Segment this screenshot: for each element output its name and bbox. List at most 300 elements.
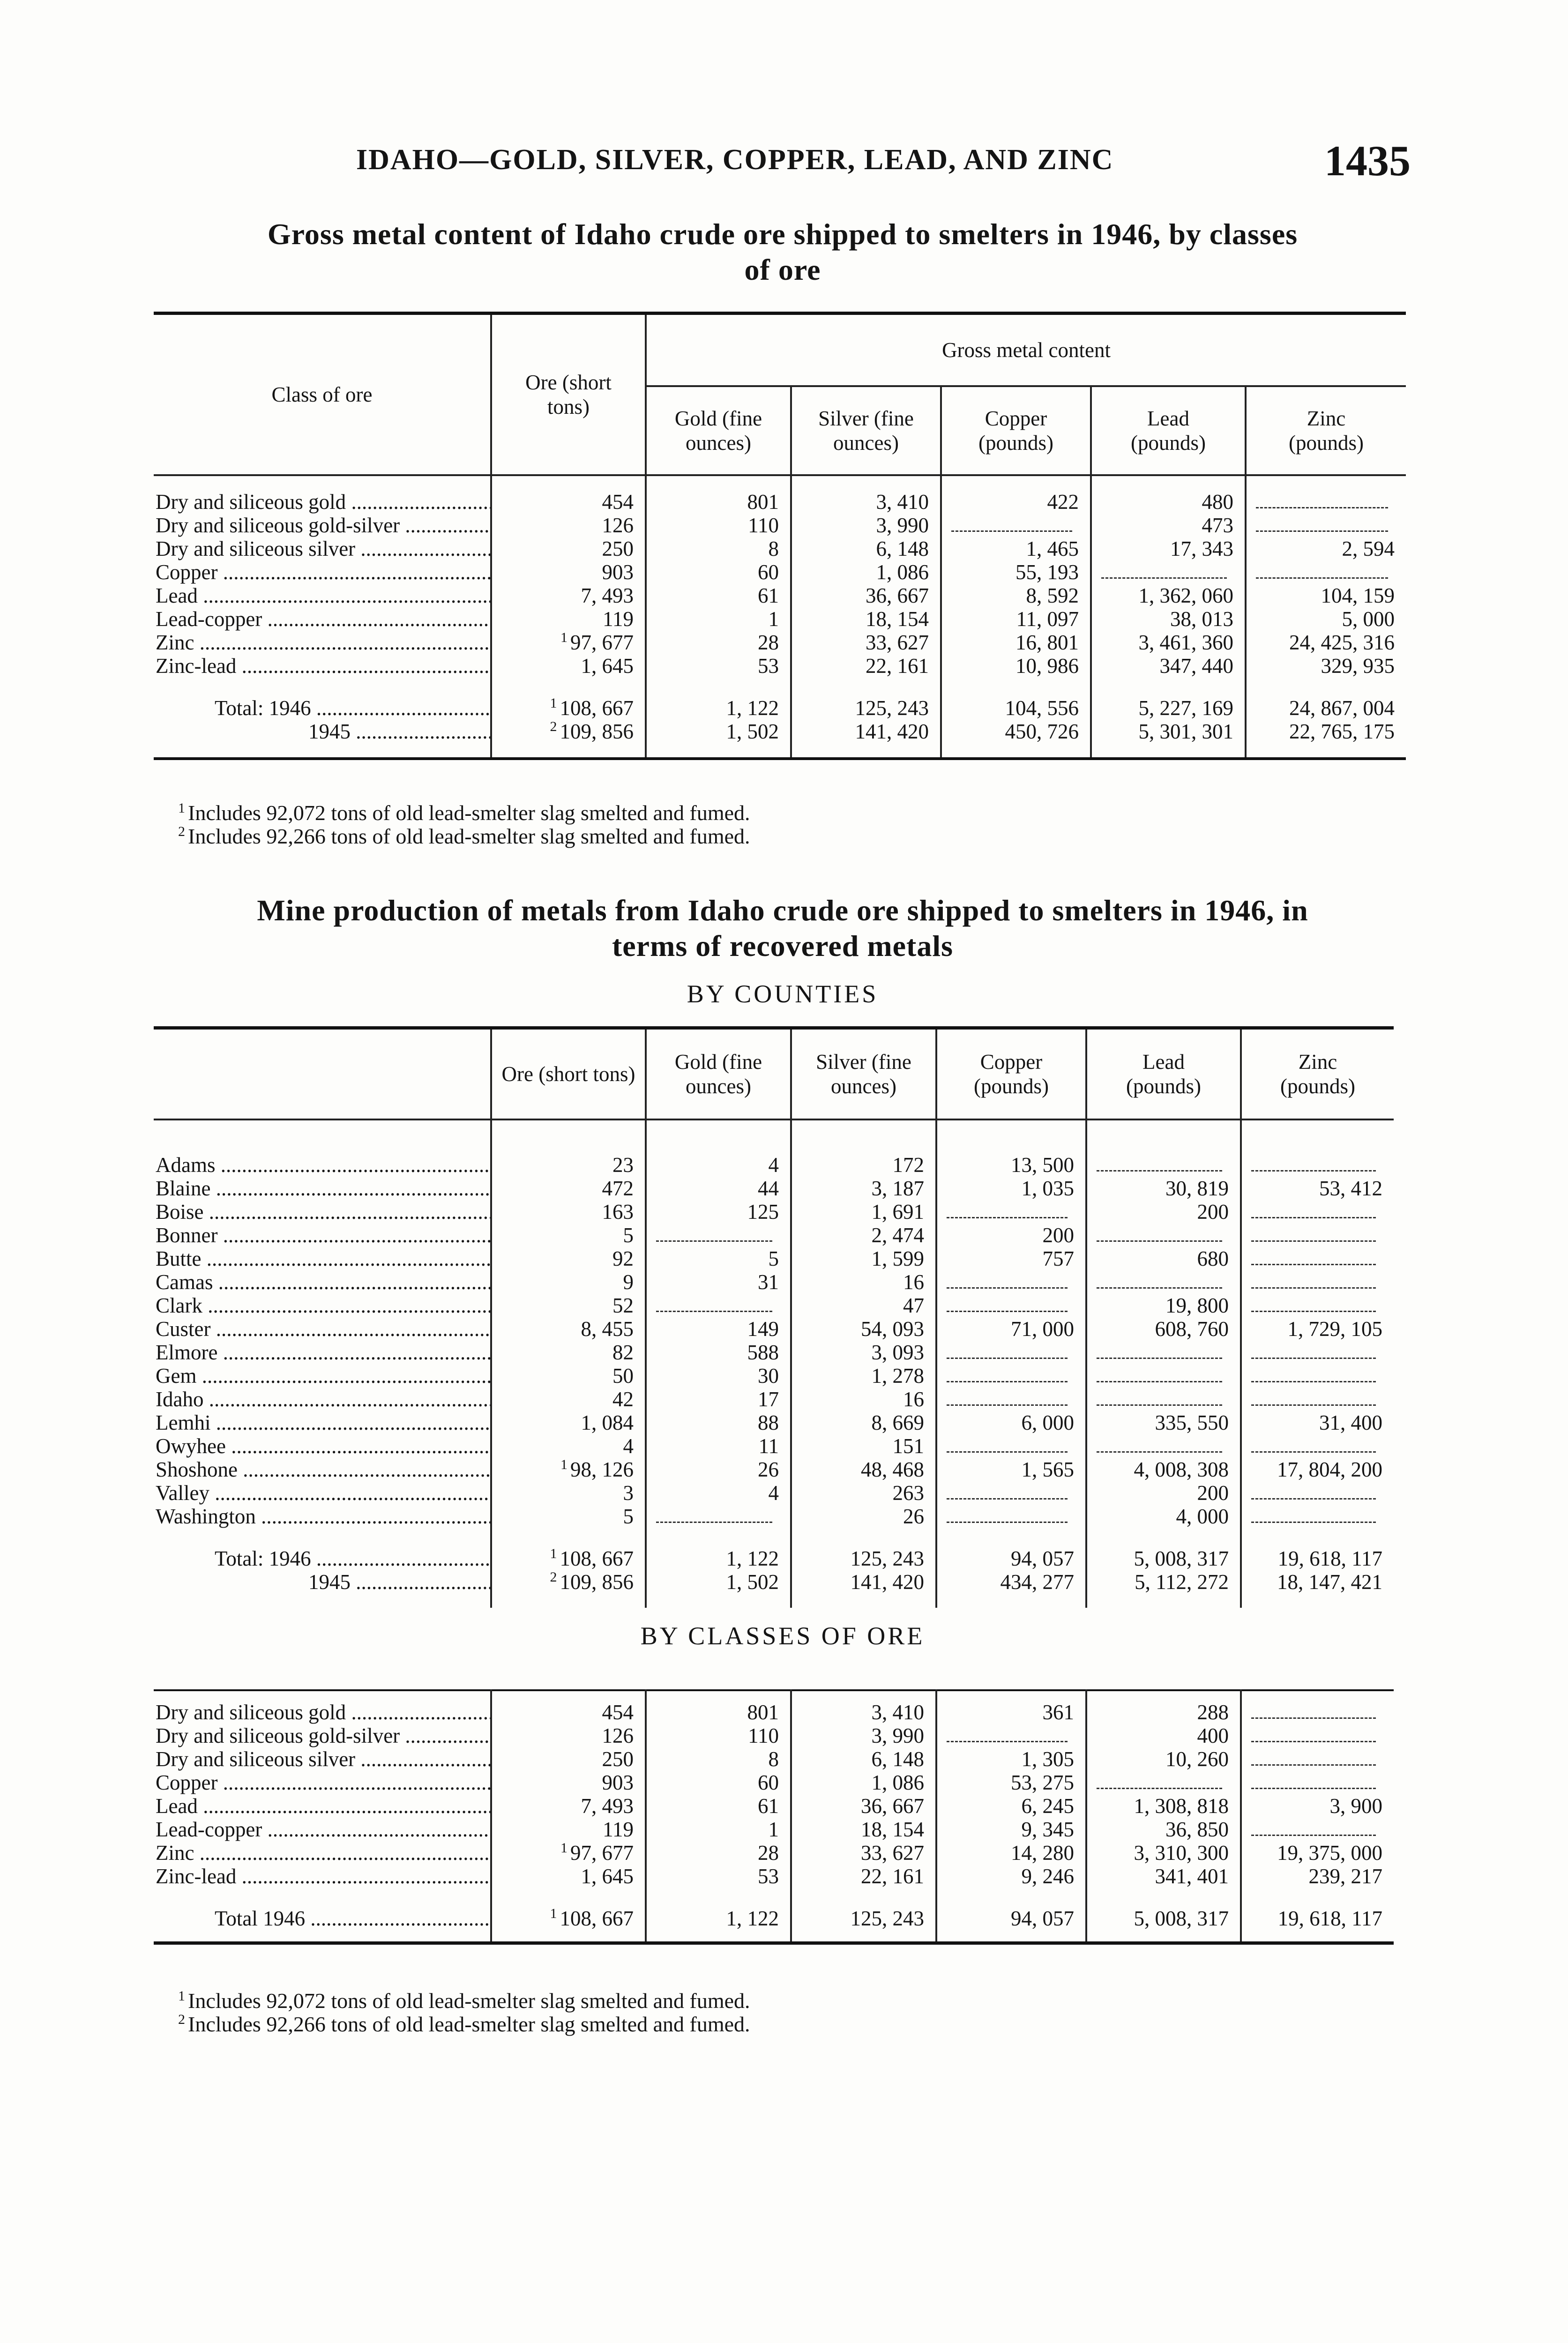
cell-gold: 31 (646, 1270, 791, 1294)
cell-silver: 33, 627 (791, 631, 941, 654)
cell-copper: 8, 592 (941, 584, 1091, 607)
table1-footnotes (178, 801, 750, 848)
cell-ore: 5 (491, 1224, 646, 1247)
cell-copper: 6, 245 (936, 1794, 1086, 1818)
cell-zinc: 19, 375, 000 (1241, 1841, 1394, 1865)
cell-lead: 288 (1086, 1701, 1241, 1724)
cell-copper: 16, 801 (941, 631, 1091, 654)
empty-dash (947, 1510, 1068, 1523)
empty-dash (1256, 566, 1388, 579)
table-row (154, 1481, 1394, 1505)
cell-zinc: 19, 618, 117 (1241, 1907, 1394, 1930)
cell-silver: 1, 086 (791, 1771, 936, 1794)
empty-dash (947, 1276, 1068, 1289)
cell-ore: 5 (491, 1505, 646, 1528)
empty-dash (1097, 1229, 1222, 1242)
cell-silver: 6, 148 (791, 1747, 936, 1771)
cell-silver: 263 (791, 1481, 936, 1505)
col-silver: Silver (fine ounces) (791, 1028, 936, 1120)
cell-lead: 200 (1086, 1481, 1241, 1505)
footnote: $^2$ Includes 92,266 tons of old lead-smelter slag smelted and fumed. (178, 2012, 750, 2036)
cell-gold: 588 (646, 1341, 791, 1364)
row-label: Custer ..... (154, 1317, 491, 1341)
total-row (154, 1547, 1394, 1570)
table-row (154, 1224, 1394, 1247)
cell-gold: 5 (646, 1247, 791, 1270)
cell-silver: 22, 161 (791, 1865, 936, 1888)
row-label: Lead-copper ..... (154, 607, 491, 631)
table-row (154, 560, 1406, 584)
table-row (154, 1458, 1394, 1481)
footnote-ref: 1 (560, 631, 567, 645)
cell-zinc (1246, 560, 1406, 584)
table-row (154, 654, 1406, 678)
cell-copper: 11, 097 (941, 607, 1091, 631)
cell-gold: 26 (646, 1458, 791, 1481)
cell-lead (1086, 1153, 1241, 1177)
cell-gold (646, 1224, 791, 1247)
cell-copper: 71, 000 (936, 1317, 1086, 1341)
cell-silver: 3, 990 (791, 514, 941, 537)
cell-silver: 36, 667 (791, 584, 941, 607)
empty-dash (1101, 566, 1227, 579)
cell-copper: 94, 057 (936, 1907, 1086, 1930)
table-row (154, 1794, 1394, 1818)
table-row (154, 1434, 1394, 1458)
cell-lead: 5, 227, 169 (1091, 696, 1246, 720)
row-label: Zinc-lead ..... (154, 1865, 491, 1888)
empty-dash (1251, 1299, 1376, 1312)
empty-dash (947, 1299, 1068, 1312)
cell-silver: 26 (791, 1505, 936, 1528)
table2-footnotes (178, 1989, 750, 2036)
cell-copper: 94, 057 (936, 1547, 1086, 1570)
cell-gold: 110 (646, 1724, 791, 1747)
cell-zinc (1241, 1294, 1394, 1317)
row-label: Dry and siliceous gold ..... (154, 1701, 491, 1724)
cell-gold: 1, 502 (646, 1570, 791, 1594)
empty-dash (1251, 1393, 1376, 1406)
table-row (154, 1505, 1394, 1528)
footnote: $^2$ Includes 92,266 tons of old lead-smelter slag smelted and fumed. (178, 824, 750, 848)
table-row (154, 1411, 1394, 1434)
cell-silver: 16 (791, 1270, 936, 1294)
row-label: Lead ..... (154, 584, 491, 607)
cell-gold: 60 (646, 1771, 791, 1794)
table1-caption-line2: of ore (744, 253, 821, 286)
cell-ore: 7, 493 (491, 1794, 646, 1818)
cell-gold: 1 (646, 607, 791, 631)
cell-ore: 250 (491, 537, 646, 560)
cell-silver: 1, 278 (791, 1364, 936, 1388)
row-label: Butte ..... (154, 1247, 491, 1270)
row-label: 1945 ..... (154, 720, 491, 743)
row-label: Elmore ..... (154, 1341, 491, 1364)
empty-dash (1097, 1393, 1222, 1406)
cell-ore: 7, 493 (491, 584, 646, 607)
cell-zinc (1241, 1771, 1394, 1794)
cell-ore: 3 (491, 1481, 646, 1505)
row-label: Boise ..... (154, 1200, 491, 1224)
cell-silver: 18, 154 (791, 1818, 936, 1841)
col-zinc: Zinc (pounds) (1246, 386, 1406, 475)
cell-lead: 17, 343 (1091, 537, 1246, 560)
table-row (154, 1153, 1394, 1177)
cell-ore: 1, 084 (491, 1411, 646, 1434)
cell-copper (936, 1364, 1086, 1388)
cell-copper: 53, 275 (936, 1771, 1086, 1794)
cell-copper: 9, 246 (936, 1865, 1086, 1888)
spacer-row (154, 1930, 1394, 1943)
row-label: Copper ..... (154, 560, 491, 584)
cell-copper: 422 (941, 490, 1091, 514)
cell-silver: 36, 667 (791, 1794, 936, 1818)
cell-copper: 200 (936, 1224, 1086, 1247)
cell-gold: 44 (646, 1177, 791, 1200)
cell-gold (646, 1505, 791, 1528)
cell-copper (936, 1434, 1086, 1458)
cell-zinc: 3, 900 (1241, 1794, 1394, 1818)
cell-zinc (1241, 1481, 1394, 1505)
table-row (154, 584, 1406, 607)
running-head-title: IDAHO—GOLD, SILVER, COPPER, LEAD, AND ZINC (356, 144, 1114, 176)
col-ore: Ore (short tons) (491, 313, 646, 476)
cell-copper: 1, 465 (941, 537, 1091, 560)
cell-gold: 8 (646, 1747, 791, 1771)
cell-ore: $^1$ 108, 667 (491, 696, 646, 720)
table-row (154, 1270, 1394, 1294)
row-label: Washington ..... (154, 1505, 491, 1528)
col-label (154, 1028, 491, 1120)
spacer-row (154, 1594, 1394, 1608)
row-label: Valley ..... (154, 1481, 491, 1505)
cell-ore: $^1$ 98, 126 (491, 1458, 646, 1481)
table-row (154, 1771, 1394, 1794)
spacer-row (154, 1528, 1394, 1547)
cell-ore: 1, 645 (491, 654, 646, 678)
cell-lead: 4, 008, 308 (1086, 1458, 1241, 1481)
cell-lead: 400 (1086, 1724, 1241, 1747)
spacer-row (154, 1119, 1394, 1153)
total-row (154, 1570, 1394, 1594)
row-label: Shoshone ..... (154, 1458, 491, 1481)
cell-ore: $^1$ 97, 677 (491, 631, 646, 654)
empty-dash (656, 1510, 772, 1523)
cell-gold: 1 (646, 1818, 791, 1841)
row-label: Gem ..... (154, 1364, 491, 1388)
cell-silver: 1, 599 (791, 1247, 936, 1270)
cell-lead: 36, 850 (1086, 1818, 1241, 1841)
table-row (154, 514, 1406, 537)
cell-ore: $^1$ 108, 667 (491, 1547, 646, 1570)
cell-ore: 8, 455 (491, 1317, 646, 1341)
cell-silver: 3, 187 (791, 1177, 936, 1200)
row-label: Dry and siliceous silver ..... (154, 537, 491, 560)
empty-dash (1251, 1706, 1376, 1719)
row-label: Dry and siliceous gold ..... (154, 490, 491, 514)
cell-gold: 53 (646, 654, 791, 678)
empty-dash (656, 1229, 772, 1242)
empty-dash (1097, 1276, 1222, 1289)
cell-ore: 454 (491, 1701, 646, 1724)
cell-ore: $^2$ 109, 856 (491, 1570, 646, 1594)
row-label: Copper ..... (154, 1771, 491, 1794)
table-row (154, 490, 1406, 514)
cell-zinc (1246, 490, 1406, 514)
row-label: Blaine ..... (154, 1177, 491, 1200)
cell-silver: 33, 627 (791, 1841, 936, 1865)
empty-dash (1251, 1440, 1376, 1453)
cell-copper: 757 (936, 1247, 1086, 1270)
empty-dash (1097, 1440, 1222, 1453)
cell-zinc (1241, 1818, 1394, 1841)
empty-dash (1251, 1487, 1376, 1500)
empty-dash (947, 1206, 1068, 1218)
table1-caption-line1: Gross metal content of Idaho crude ore shipped to smelters in 1946, by classes (267, 217, 1298, 251)
cell-zinc: 18, 147, 421 (1241, 1570, 1394, 1594)
spacer-row (154, 743, 1406, 759)
table-row (154, 1177, 1394, 1200)
cell-gold: 88 (646, 1411, 791, 1434)
cell-ore: 119 (491, 607, 646, 631)
cell-lead: 608, 760 (1086, 1317, 1241, 1341)
empty-dash (1097, 1776, 1222, 1789)
empty-dash (947, 1487, 1068, 1500)
cell-gold: 110 (646, 514, 791, 537)
cell-ore: 163 (491, 1200, 646, 1224)
cell-silver: 54, 093 (791, 1317, 936, 1341)
footnote-ref: 2 (550, 1570, 557, 1585)
cell-gold: 801 (646, 1701, 791, 1724)
cell-lead (1086, 1224, 1241, 1247)
cell-copper (936, 1388, 1086, 1411)
col-group-gross-metal: Gross metal content (646, 313, 1406, 387)
cell-zinc (1241, 1270, 1394, 1294)
cell-lead: 3, 310, 300 (1086, 1841, 1241, 1865)
empty-dash (1251, 1276, 1376, 1289)
cell-gold (646, 1294, 791, 1317)
cell-lead: 5, 112, 272 (1086, 1570, 1241, 1594)
cell-zinc (1241, 1505, 1394, 1528)
cell-silver: 141, 420 (791, 720, 941, 743)
cell-zinc: 104, 159 (1246, 584, 1406, 607)
cell-ore: 903 (491, 560, 646, 584)
cell-ore: 472 (491, 1177, 646, 1200)
empty-dash (1251, 1370, 1376, 1382)
cell-lead (1091, 560, 1246, 584)
row-label: Bonner ..... (154, 1224, 491, 1247)
row-label: Dry and siliceous silver ..... (154, 1747, 491, 1771)
cell-copper (936, 1294, 1086, 1317)
empty-dash (947, 1393, 1068, 1406)
footnote-ref: 1 (560, 1458, 567, 1472)
cell-lead (1086, 1341, 1241, 1364)
empty-dash (1097, 1159, 1222, 1172)
cell-zinc (1241, 1434, 1394, 1458)
footnote-ref: 1 (550, 1907, 557, 1921)
cell-gold: 801 (646, 490, 791, 514)
cell-silver: 22, 161 (791, 654, 941, 678)
cell-silver: 172 (791, 1153, 936, 1177)
cell-copper: 1, 035 (936, 1177, 1086, 1200)
cell-silver: 141, 420 (791, 1570, 936, 1594)
col-class-of-ore: Class of ore (154, 313, 491, 476)
cell-lead: 1, 362, 060 (1091, 584, 1246, 607)
running-head (155, 136, 1411, 187)
cell-lead: 200 (1086, 1200, 1241, 1224)
cell-silver: 16 (791, 1388, 936, 1411)
row-label: Zinc-lead ..... (154, 654, 491, 678)
col-copper: Copper (pounds) (936, 1028, 1086, 1120)
cell-gold: 53 (646, 1865, 791, 1888)
cell-lead: 38, 013 (1091, 607, 1246, 631)
cell-zinc (1241, 1200, 1394, 1224)
cell-zinc: 5, 000 (1246, 607, 1406, 631)
cell-lead: 5, 008, 317 (1086, 1547, 1241, 1570)
cell-silver: 8, 669 (791, 1411, 936, 1434)
cell-lead: 30, 819 (1086, 1177, 1241, 1200)
cell-silver: 125, 243 (791, 1907, 936, 1930)
table-row (154, 607, 1406, 631)
cell-zinc: 17, 804, 200 (1241, 1458, 1394, 1481)
subhead-by-counties: BY COUNTIES (687, 980, 879, 1008)
cell-silver: 3, 093 (791, 1341, 936, 1364)
cell-lead: 19, 800 (1086, 1294, 1241, 1317)
cell-ore: 126 (491, 514, 646, 537)
table2-caption (155, 893, 1411, 964)
total-row (154, 1907, 1394, 1930)
cell-copper (936, 1481, 1086, 1505)
table-row (154, 631, 1406, 654)
cell-lead: 1, 308, 818 (1086, 1794, 1241, 1818)
cell-ore: 903 (491, 1771, 646, 1794)
cell-silver: 2, 474 (791, 1224, 936, 1247)
table2-caption-line1: Mine production of metals from Idaho crude ore shipped to smelters in 1946, in (257, 894, 1308, 927)
cell-copper: 14, 280 (936, 1841, 1086, 1865)
empty-dash (1251, 1753, 1376, 1766)
cell-copper: 9, 345 (936, 1818, 1086, 1841)
col-lead: Lead (pounds) (1091, 386, 1246, 475)
spacer-row (154, 1690, 1394, 1701)
cell-copper (936, 1724, 1086, 1747)
col-ore: Ore (short tons) (491, 1028, 646, 1120)
empty-dash (1097, 1346, 1222, 1359)
footnote: $^1$ Includes 92,072 tons of old lead-smelter slag smelted and fumed. (178, 800, 750, 825)
row-label: Total 1946 ..... (154, 1907, 491, 1930)
cell-lead (1086, 1434, 1241, 1458)
cell-copper: 361 (936, 1701, 1086, 1724)
cell-copper: 10, 986 (941, 654, 1091, 678)
row-label: Total: 1946 ..... (154, 1547, 491, 1570)
empty-dash (1251, 1730, 1376, 1742)
row-label: Owyhee ..... (154, 1434, 491, 1458)
cell-copper: 434, 277 (936, 1570, 1086, 1594)
cell-zinc: 53, 412 (1241, 1177, 1394, 1200)
row-label: Adams ..... (154, 1153, 491, 1177)
cell-ore: 9 (491, 1270, 646, 1294)
empty-dash (1251, 1253, 1376, 1265)
cell-silver: 151 (791, 1434, 936, 1458)
empty-dash (947, 1346, 1068, 1359)
cell-lead (1086, 1364, 1241, 1388)
cell-lead: 341, 401 (1086, 1865, 1241, 1888)
cell-silver: 1, 691 (791, 1200, 936, 1224)
cell-silver: 6, 148 (791, 537, 941, 560)
cell-zinc: 1, 729, 105 (1241, 1317, 1394, 1341)
cell-zinc (1241, 1724, 1394, 1747)
cell-ore: 119 (491, 1818, 646, 1841)
cell-lead (1086, 1270, 1241, 1294)
cell-silver: 3, 410 (791, 1701, 936, 1724)
cell-gold: 30 (646, 1364, 791, 1388)
footnote-ref: 1 (560, 1841, 567, 1856)
table2-caption-line2: terms of recovered metals (612, 929, 954, 963)
cell-gold: 61 (646, 1794, 791, 1818)
cell-lead (1086, 1771, 1241, 1794)
cell-gold: 8 (646, 537, 791, 560)
empty-dash (951, 519, 1072, 532)
cell-copper: 6, 000 (936, 1411, 1086, 1434)
cell-gold: 28 (646, 631, 791, 654)
empty-dash (947, 1370, 1068, 1382)
cell-ore: 126 (491, 1724, 646, 1747)
spacer-row (154, 475, 1406, 490)
cell-gold: 1, 122 (646, 1547, 791, 1570)
production-by-classes-table (154, 1689, 1394, 1945)
cell-ore: 50 (491, 1364, 646, 1388)
cell-ore: $^1$ 108, 667 (491, 1907, 646, 1930)
table-row (154, 1364, 1394, 1388)
empty-dash (947, 1730, 1068, 1742)
table-row (154, 1818, 1394, 1841)
table-row (154, 1701, 1394, 1724)
row-label: 1945 ..... (154, 1570, 491, 1594)
empty-dash (947, 1440, 1068, 1453)
cell-gold: 17 (646, 1388, 791, 1411)
cell-silver: 48, 468 (791, 1458, 936, 1481)
spacer-row (154, 1888, 1394, 1907)
empty-dash (1251, 1206, 1376, 1218)
table-row (154, 1841, 1394, 1865)
empty-dash (1251, 1229, 1376, 1242)
row-label: Lead-copper ..... (154, 1818, 491, 1841)
col-copper: Copper (pounds) (941, 386, 1091, 475)
cell-zinc (1246, 514, 1406, 537)
empty-dash (1251, 1823, 1376, 1836)
cell-ore: 1, 645 (491, 1865, 646, 1888)
cell-zinc: 19, 618, 117 (1241, 1547, 1394, 1570)
empty-dash (1251, 1776, 1376, 1789)
total-row (154, 720, 1406, 743)
cell-ore: 250 (491, 1747, 646, 1771)
cell-lead: 5, 301, 301 (1091, 720, 1246, 743)
col-zinc: Zinc (pounds) (1241, 1028, 1394, 1120)
cell-copper (936, 1200, 1086, 1224)
cell-zinc: 239, 217 (1241, 1865, 1394, 1888)
cell-silver: 3, 410 (791, 490, 941, 514)
cell-lead: 473 (1091, 514, 1246, 537)
cell-lead: 5, 008, 317 (1086, 1907, 1241, 1930)
cell-silver: 18, 154 (791, 607, 941, 631)
cell-zinc: 2, 594 (1246, 537, 1406, 560)
empty-dash (1097, 1370, 1222, 1382)
cell-zinc (1241, 1701, 1394, 1724)
cell-zinc (1241, 1364, 1394, 1388)
cell-ore: 42 (491, 1388, 646, 1411)
empty-dash (1251, 1510, 1376, 1523)
cell-ore: 52 (491, 1294, 646, 1317)
cell-zinc: 24, 425, 316 (1246, 631, 1406, 654)
